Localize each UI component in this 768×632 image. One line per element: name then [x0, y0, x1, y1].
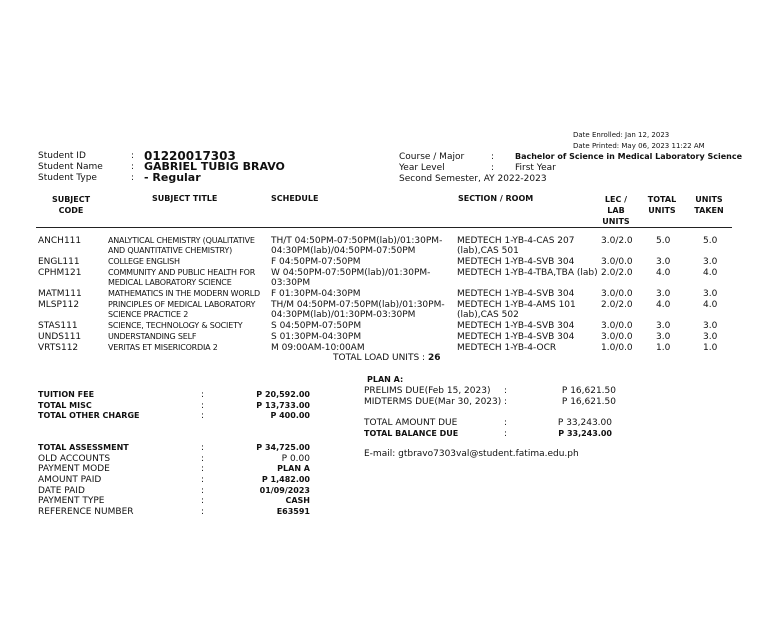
prelims-due-value: P 16,621.50 [561, 386, 616, 396]
subject-section-room: MEDTECH 1-YB-4-SVB 304 [457, 289, 575, 299]
total-misc-value: P 13,733.00 [256, 401, 310, 410]
colon: : [131, 162, 135, 172]
payment-mode-label: PAYMENT MODE [38, 464, 110, 474]
total-amount-due-value: P 33,243.00 [557, 418, 612, 428]
colon: : [504, 429, 508, 439]
reference-number-label: REFERENCE NUMBER [38, 507, 134, 517]
subject-section-room: MEDTECH 1-YB-4-SVB 304 [457, 332, 575, 342]
subject-section-room: MEDTECH 1-YB-4-SVB 304 [457, 321, 575, 331]
tuition-fee-label: TUITION FEE [38, 390, 95, 399]
subject-code: CPHM121 [38, 268, 82, 278]
subject-schedule: S 04:50PM-07:50PM [271, 321, 362, 331]
total-other-charge-label: TOTAL OTHER CHARGE [38, 411, 140, 420]
subject-code: ENGL111 [38, 257, 80, 267]
course-value: Bachelor of Science in Medical Laboratory Science [515, 152, 743, 161]
amount-paid-label: AMOUNT PAID [38, 475, 102, 485]
subject-section-room: MEDTECH 1-YB-4-AMS 101 (lab),CAS 502 [457, 300, 576, 320]
colon: : [201, 443, 205, 453]
student-type-label: Student Type [38, 173, 97, 183]
subject-title: UNDERSTANDING SELF [108, 332, 197, 341]
subject-schedule: M 09:00AM-10:00AM [271, 343, 365, 353]
total-units: 3.0 [656, 332, 671, 342]
subject-section-room: MEDTECH 1-YB-4-CAS 207 (lab),CAS 501 [457, 236, 575, 256]
subject-title: MATHEMATICS IN THE MODERN WORLD [108, 289, 260, 298]
student-name-label: Student Name [38, 162, 103, 172]
old-accounts-value: P 0.00 [281, 454, 310, 464]
plan-title: PLAN A: [367, 375, 404, 384]
subject-title: PRINCIPLES OF MEDICAL LABORATORY SCIENCE PRACTICE 2 [108, 300, 256, 319]
subject-title: COMMUNITY AND PUBLIC HEALTH FOR MEDICAL LABORATORY SCIENCE [108, 268, 256, 287]
lec-lab-units: 3.0/0.0 [601, 332, 633, 342]
subject-code: ANCH111 [38, 236, 82, 246]
total-units: 3.0 [656, 321, 671, 331]
colon: : [201, 401, 205, 411]
subject-section-room: MEDTECH 1-YB-4-OCR [457, 343, 557, 353]
lec-lab-units: 3.0/2.0 [601, 236, 633, 246]
payment-type-label: PAYMENT TYPE [38, 496, 105, 506]
date-enrolled: Date Enrolled: Jan 12, 2023 [573, 131, 670, 139]
lec-lab-units: 2.0/2.0 [601, 300, 633, 310]
subject-section-room: MEDTECH 1-YB-4-TBA,TBA (lab) [457, 268, 598, 278]
year-level-label: Year Level [399, 163, 445, 173]
colon: : [201, 496, 205, 506]
subject-title: SCIENCE, TECHNOLOGY & SOCIETY [108, 321, 243, 330]
colon: : [131, 151, 135, 161]
total-units: 5.0 [656, 236, 671, 246]
subject-code: MATM111 [38, 289, 82, 299]
table-divider [36, 227, 732, 228]
header-lec-lab-units: LEC / LAB UNITS [602, 195, 630, 226]
colon: : [201, 390, 205, 400]
total-amount-due-label: TOTAL AMOUNT DUE [364, 418, 458, 428]
lec-lab-units: 3.0/0.0 [601, 289, 633, 299]
units-taken: 4.0 [703, 268, 718, 278]
subject-title: COLLEGE ENGLISH [108, 257, 180, 266]
date-printed: Date Printed: May 06, 2023 11:22 AM [573, 142, 705, 150]
header-units-taken: UNITS TAKEN [694, 195, 724, 215]
header-subject-code: SUBJECT CODE [51, 195, 91, 215]
units-taken: 3.0 [703, 289, 718, 299]
total-units: 3.0 [656, 257, 671, 267]
subject-schedule: F 01:30PM-04:30PM [271, 289, 361, 299]
student-id-value: 01220017303 [144, 149, 236, 163]
midterms-due-label: MIDTERMS DUE(Mar 30, 2023) [364, 397, 502, 407]
total-units: 1.0 [656, 343, 671, 353]
student-name-value: GABRIEL TUBIG BRAVO [144, 160, 285, 173]
subject-schedule: TH/M 04:50PM-07:50PM(lab)/01:30PM- 04:30PM(lab)/01:30PM-03:30PM [271, 300, 445, 320]
total-load-units: TOTAL LOAD UNITS : 26 [333, 353, 441, 363]
subject-code: VRTS112 [38, 343, 79, 353]
colon: : [201, 507, 205, 517]
colon: : [131, 173, 135, 183]
subject-title: VERITAS ET MISERICORDIA 2 [108, 343, 218, 352]
total-units: 4.0 [656, 268, 671, 278]
subject-section-room: MEDTECH 1-YB-4-SVB 304 [457, 257, 575, 267]
header-subject-title: SUBJECT TITLE [152, 194, 218, 203]
subject-code: STAS111 [38, 321, 78, 331]
colon: : [201, 475, 205, 485]
total-units: 4.0 [656, 300, 671, 310]
amount-paid-value: P 1,482.00 [261, 475, 310, 484]
old-accounts-label: OLD ACCOUNTS [38, 454, 111, 464]
lec-lab-units: 2.0/2.0 [601, 268, 633, 278]
subject-code: MLSP112 [38, 300, 80, 310]
student-id-label: Student ID [38, 151, 86, 161]
colon: : [201, 411, 205, 421]
midterms-due-value: P 16,621.50 [561, 397, 616, 407]
units-taken: 3.0 [703, 332, 718, 342]
units-taken: 1.0 [703, 343, 718, 353]
total-balance-due-label: TOTAL BALANCE DUE [364, 429, 459, 438]
subject-schedule: S 01:30PM-04:30PM [271, 332, 362, 342]
lec-lab-units: 1.0/0.0 [601, 343, 633, 353]
lec-lab-units: 3.0/0.0 [601, 321, 633, 331]
units-taken: 5.0 [703, 236, 718, 246]
header-total-units: TOTAL UNITS [647, 195, 677, 215]
subject-schedule: F 04:50PM-07:50PM [271, 257, 361, 267]
colon: : [491, 152, 495, 162]
total-assessment-label: TOTAL ASSESSMENT [38, 443, 129, 452]
total-misc-label: TOTAL MISC [38, 401, 92, 410]
lec-lab-units: 3.0/0.0 [601, 257, 633, 267]
year-level-value: First Year [515, 163, 556, 173]
subject-schedule: TH/T 04:50PM-07:50PM(lab)/01:30PM- 04:30PM(lab)/04:50PM-07:50PM [271, 236, 443, 256]
units-taken: 3.0 [703, 257, 718, 267]
course-label: Course / Major [399, 152, 465, 162]
payment-type-value: CASH [285, 496, 310, 505]
total-balance-due-value: P 33,243.00 [558, 429, 612, 438]
prelims-due-label: PRELIMS DUE(Feb 15, 2023) [364, 386, 491, 396]
semester: Second Semester, AY 2022-2023 [399, 174, 547, 184]
subject-code: UNDS111 [38, 332, 82, 342]
colon: : [504, 418, 508, 428]
colon: : [201, 454, 205, 464]
tuition-fee-value: P 20,592.00 [256, 390, 310, 399]
colon: : [491, 163, 495, 173]
colon: : [201, 464, 205, 474]
email-address: E-mail: gtbravo7303val@student.fatima.edu.ph [364, 449, 579, 459]
colon: : [201, 486, 205, 496]
total-units: 3.0 [656, 289, 671, 299]
date-paid-label: DATE PAID [38, 486, 85, 496]
student-type-value: - Regular [144, 171, 201, 184]
colon: : [504, 397, 508, 407]
payment-mode-value: PLAN A [277, 464, 310, 473]
date-paid-value: 01/09/2023 [259, 486, 310, 495]
colon: : [504, 386, 508, 396]
header-schedule: SCHEDULE [271, 194, 319, 203]
units-taken: 3.0 [703, 321, 718, 331]
total-assessment-value: P 34,725.00 [256, 443, 310, 452]
subject-title: ANALYTICAL CHEMISTRY (QUALITATIVE AND QUANTITATIVE CHEMISTRY) [108, 236, 255, 255]
total-other-charge-value: P 400.00 [270, 411, 310, 420]
subject-schedule: W 04:50PM-07:50PM(lab)/01:30PM- 03:30PM [271, 268, 431, 288]
header-section-room: SECTION / ROOM [458, 194, 534, 203]
reference-number-value: E63591 [276, 507, 310, 516]
units-taken: 4.0 [703, 300, 718, 310]
